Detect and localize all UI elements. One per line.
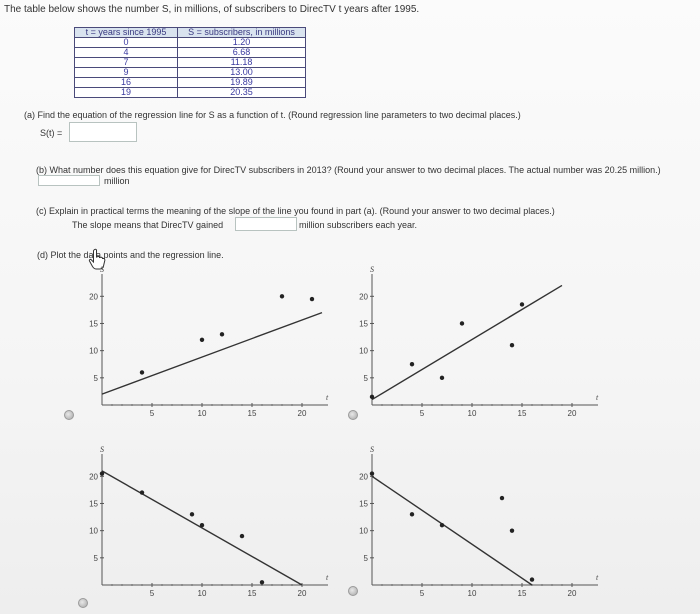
y-tick-label: 5 [93,373,98,383]
table-row [75,38,306,48]
x-axis-label: t [326,393,329,402]
x-tick-label: 20 [297,409,307,418]
table-cell: 13.00 [178,68,306,78]
y-tick-label: 15 [359,319,368,329]
data-point [410,512,414,516]
data-table [74,27,306,98]
data-point [140,490,144,494]
graph-option-3[interactable] [70,445,330,605]
table-row [75,58,306,68]
data-point [440,376,444,380]
y-axis-label: S [370,265,374,274]
table-cell: 16 [75,78,178,88]
table-header-t: t = years since 1995 [75,28,178,38]
graph-option-2-radio[interactable] [348,410,358,420]
x-tick-label: 20 [567,409,577,418]
x-tick-label: 10 [197,409,207,418]
regression-line [102,313,322,395]
y-tick-label: 10 [359,346,368,356]
part-a-input-label: S(t) = [40,128,63,138]
data-point [200,523,204,527]
x-axis-label: t [596,573,599,582]
data-point [410,362,414,366]
y-tick-label: 10 [359,526,368,536]
x-axis-label: t [326,573,329,582]
x-tick-label: 20 [567,589,577,598]
table-cell: 0 [75,38,178,48]
data-point [370,471,374,475]
y-tick-label: 5 [363,553,368,563]
data-point [220,332,224,336]
table-header-s: S = subscribers, in millions [178,28,306,38]
graph-option-1[interactable] [70,260,330,425]
regression-line [372,285,562,399]
data-point [280,294,284,298]
table-cell: 11.18 [178,58,306,68]
part-b-question: (b) What number does this equation give for DirecTV subscribers in 2013? (Round your answer to two decimal places. The actual number was 20.25 million.) [36,165,661,175]
table-cell: 9 [75,68,178,78]
x-axis-label: t [596,393,599,402]
data-point [510,343,514,347]
part-c-answer-input[interactable] [235,217,297,231]
part-c-question: (c) Explain in practical terms the meaning of the slope of the line you found in part (a). (Round your answer to two decimal places.) [36,206,555,216]
data-point [100,471,104,475]
table-cell: 6.68 [178,48,306,58]
table-row [75,48,306,58]
data-point [140,370,144,374]
x-tick-label: 10 [197,589,207,598]
part-c-prefix: The slope means that DirecTV gained [72,220,224,230]
y-tick-label: 20 [359,292,368,302]
regression-line [102,471,302,585]
data-point [260,580,264,584]
graph-option-4[interactable] [340,445,600,605]
part-c-suffix: million subscribers each year. [299,220,418,230]
regression-line [372,476,532,585]
graph-option-3-radio[interactable] [78,598,88,608]
x-tick-label: 5 [419,589,425,598]
y-axis-label: S [100,265,104,274]
part-b-answer-input[interactable] [38,175,100,186]
y-tick-label: 5 [93,553,98,563]
data-point [520,302,524,306]
y-axis-label: S [370,445,374,454]
table-cell: 4 [75,48,178,58]
y-tick-label: 5 [363,373,368,383]
table-header-row [75,28,306,38]
y-tick-label: 10 [89,346,98,356]
part-b-unit-label: million [104,176,130,186]
x-tick-label: 10 [467,409,477,418]
part-d-question: (d) Plot the data points and the regression line. [37,250,224,260]
part-a-answer-input[interactable] [69,122,137,142]
data-point [530,577,534,581]
y-axis-label: S [100,445,104,454]
part-a-question: (a) Find the equation of the regression line for S as a function of t. (Round regression line parameters to two decimal places.) [24,110,521,120]
y-tick-label: 15 [89,319,98,329]
table-cell: 19 [75,88,178,98]
x-tick-label: 5 [419,409,425,418]
x-tick-label: 5 [149,589,155,598]
table-row [75,68,306,78]
table-cell: 20.35 [178,88,306,98]
intro-text: The table below shows the number S, in millions, of subscribers to DirecTV t years after 1995. [4,4,420,15]
data-point [240,534,244,538]
y-tick-label: 15 [359,499,368,509]
x-tick-label: 15 [517,409,527,418]
data-point [460,321,464,325]
y-tick-label: 20 [359,472,368,482]
graph-option-4-radio[interactable] [348,586,358,596]
y-tick-label: 20 [89,472,98,482]
table-row [75,78,306,88]
x-tick-label: 15 [247,409,257,418]
x-tick-label: 15 [247,589,257,598]
x-tick-label: 20 [297,589,307,598]
data-point [370,395,374,399]
data-point [500,496,504,500]
graph-option-2[interactable] [340,260,600,425]
x-tick-label: 15 [517,589,527,598]
data-point [190,512,194,516]
y-tick-label: 10 [89,526,98,536]
graph-option-1-radio[interactable] [64,410,74,420]
data-point [310,297,314,301]
data-point [200,338,204,342]
data-point [440,523,444,527]
y-tick-label: 15 [89,499,98,509]
table-cell: 7 [75,58,178,68]
x-tick-label: 5 [149,409,155,418]
table-cell: 1.20 [178,38,306,48]
x-tick-label: 10 [467,589,477,598]
y-tick-label: 20 [89,292,98,302]
table-row [75,88,306,98]
data-point [510,528,514,532]
table-cell: 19.89 [178,78,306,88]
